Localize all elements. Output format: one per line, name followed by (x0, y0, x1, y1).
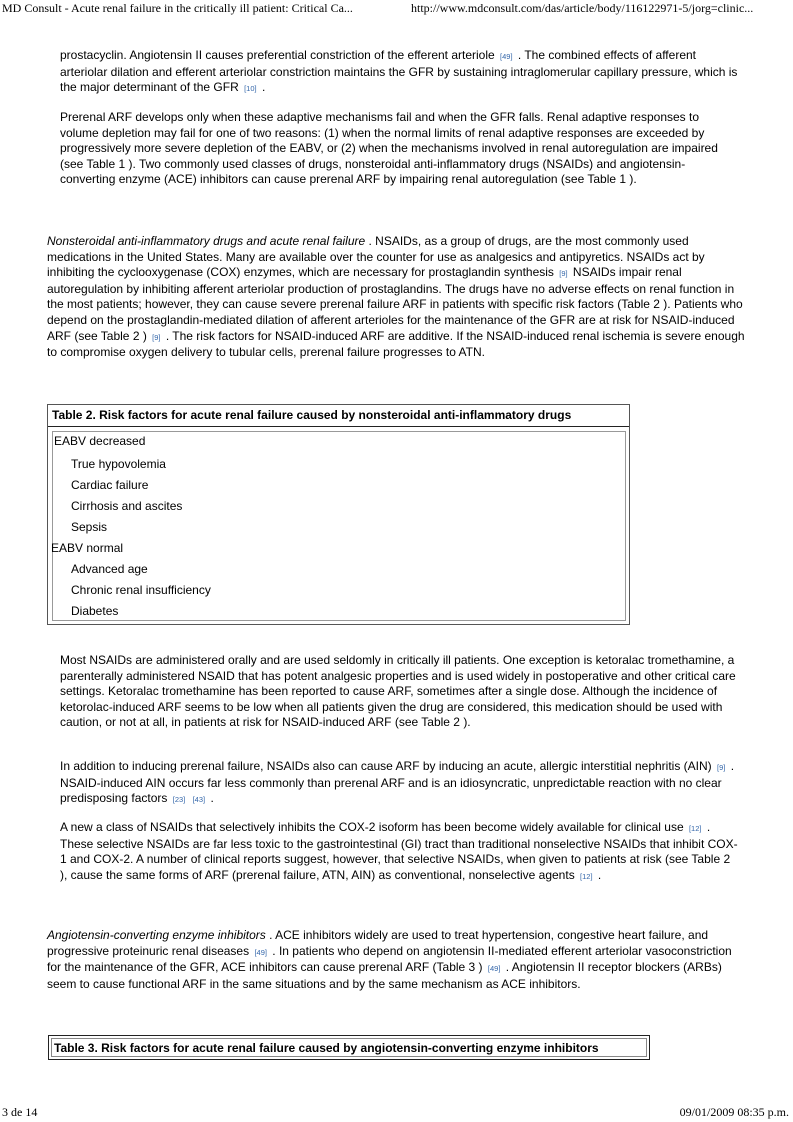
text-run: A new a class of NSAIDs that selectively inhibits the COX-2 isoform has been become widely available for clinical use (60, 820, 687, 834)
page-number: 3 de 14 (2, 1105, 38, 1119)
table-2-caption: Table 2. Risk factors for acute renal failure caused by nonsteroidal anti-inflammatory drugs (48, 405, 629, 427)
paragraph-cox2 (60, 820, 740, 884)
browser-page-title: MD Consult - Acute renal failure in the critically ill patient: Critical Ca... (2, 1, 353, 15)
text-run: . ACE inhibitors widely are used to treat hypertension, congestive heart failure, and progressive proteinuric renal diseases (47, 928, 709, 958)
reference-link[interactable]: [12] (688, 824, 702, 833)
table-row: Diabetes (71, 604, 119, 618)
table-3 (48, 1035, 650, 1060)
text-run: . The combined effects of afferent arteriolar dilation and efferent arteriolar constriction maintains the GFR by sustaining intraglomerular capillary pressure, which is the major determinant of the GFR (60, 48, 738, 95)
table-3-caption: Table 3. Risk factors for acute renal failure caused by angiotensin-converting enzyme inhibitors (51, 1038, 647, 1057)
text-run: . NSAIDs, as a group of drugs, are the most commonly used medications in the United States. Many are available over the counter for use as analgesics and antipyretics. NSAIDs act by inhibiting the cyclooxygenase (COX) enzymes, which are necessary for prostaglandin synthesis (47, 234, 705, 280)
table-row: Advanced age (71, 562, 148, 576)
page-url: http://www.mdconsult.com/das/article/body/116122971-5/jorg=clinic... (411, 1, 754, 15)
reference-link[interactable]: [9] (559, 269, 568, 279)
reference-link[interactable]: [23] (172, 795, 186, 805)
paragraph-nsaids (47, 234, 747, 361)
text-run: . Angiotensin II receptor blockers (ARBs) seem to cause functional ARF in the same situations and by the same mechanism as ACE inhibitors. (47, 960, 722, 991)
table-row: EABV decreased (54, 434, 146, 448)
text-run: . The risk factors for NSAID-induced ARF are additive. If the NSAID-induced renal ischemia is severe enough to compromise oxygen delivery to tubular cells, prerenal failure progresses to ATN. (47, 328, 745, 360)
text-run: prostacyclin. Angiotensin II causes preferential constriction of the efferent arteriole (60, 48, 499, 62)
text-run: NSAIDs impair renal autoregulation by inhibiting afferent arteriolar production of prostaglandins. The drugs have no adverse effects on renal function in the most patients; however, they can cause severe prerenal failure ARF in patients with specific risk factors (Table 2 ). Patients who depend on the prostaglandin-mediated dilation of afferent arterioles for the maintenance of the GFR are at risk for NSAID-induced ARF (see Table 2 ) (47, 265, 743, 343)
text-run: . (207, 791, 214, 806)
table-row: Cardiac failure (71, 478, 149, 492)
paragraph-2 (60, 110, 740, 188)
reference-link[interactable]: [49] (487, 964, 501, 974)
paragraph-ace (47, 928, 747, 992)
text-run: . In patients who depend on angiotensin II-mediated efferent arteriolar vasoconstriction for the maintenance of the GFR, ACE inhibitors can cause prerenal ARF (Table 3 ) (47, 943, 732, 975)
text-run: Most NSAIDs are administered orally and are used seldomly in critically ill patients. One exception is ketoralac tromethamine, a parenterally administered NSAID that has potent analgesic properties and is used widely in postoperative and other critical care settings. Ketoralac tromethamine has been reported to cause ARF, sometimes after a single dose. Although the incidence of ketorolac-induced ARF seems to be low when all patients given the drug are considered, this medication should be used with caution, or not at all, in patients at risk for NSAID-induced ARF (see Table 2 ). (60, 653, 736, 730)
section-heading-nsaids: Nonsteroidal anti-inflammatory drugs and acute renal failure (47, 234, 366, 248)
reference-link[interactable]: [10] (244, 84, 257, 94)
reference-link[interactable]: [12] (580, 871, 593, 881)
text-run: In addition to inducing prerenal failure, NSAIDs also can cause ARF by inducing an acute, allergic interstitial nephritis (AIN) (60, 759, 716, 773)
print-datetime: 09/01/2009 08:35 p.m. (679, 1105, 789, 1119)
table-row: Cirrhosis and ascites (71, 499, 183, 513)
text-run: . (258, 80, 266, 95)
table-row: Sepsis (71, 520, 108, 534)
table-row: Chronic renal insufficiency (71, 583, 211, 597)
paragraph-ain (60, 759, 740, 808)
table-row: EABV normal (51, 541, 124, 555)
table-row: True hypovolemia (71, 457, 166, 471)
reference-link[interactable]: [49] (254, 947, 267, 957)
reference-link[interactable]: [9] (717, 763, 726, 772)
reference-link[interactable]: [43] (192, 795, 206, 805)
text-run: Prerenal ARF develops only when these adaptive mechanisms fail and when the GFR falls. Renal adaptive responses to volume depletion may fail for one of two reasons: (1) when the normal limits of renal adaptive responses are exceeded by progressively more severe depletion of the EABV, or (2) when the mechanisms involved in renal autoregulation are impaired (see Table 1 ). Two commonly used classes of drugs, nonsteroidal anti-inflammatory drugs (NSAIDs) and angiotensin-converting enzyme (ACE) inhibitors can cause prerenal ARF by impairing renal autoregulation (see Table 1 ). (60, 110, 718, 187)
paragraph-1 (60, 48, 740, 97)
paragraph-ketoralac (60, 653, 740, 731)
text-run: . NSAID-induced AIN occurs far less commonly than prerenal ARF and is an idiosyncratic, unpredictable reaction with no clear predisposing factors (60, 759, 735, 806)
table-2 (47, 404, 630, 625)
section-heading-ace: Angiotensin-converting enzyme inhibitors (47, 928, 266, 942)
reference-link[interactable]: [9] (152, 332, 161, 342)
text-run: . (594, 867, 602, 882)
text-run: . These selective NSAIDs are far less toxic to the gastrointestinal (GI) tract than traditional nonselective NSAIDs that inhibit COX-1 and COX-2. A number of clinical reports suggest, however, that selective NSAIDs, when given to patients at risk (see Table 2 ), cause the same forms of ARF (prerenal failure, ATN, AIN) as conventional, nonselective agents (60, 820, 738, 882)
reference-link[interactable]: [49] (500, 52, 513, 61)
